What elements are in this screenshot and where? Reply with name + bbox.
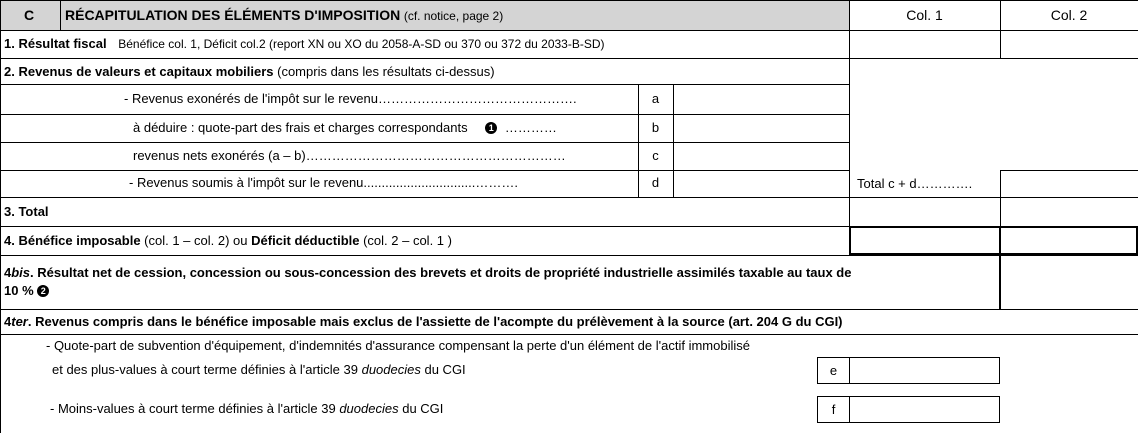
row4bis-num: 4	[4, 265, 12, 280]
row4bis-col2-field[interactable]	[1002, 256, 1138, 308]
row4bis-line2	[4, 283, 49, 299]
row-d-text: - Revenus soumis à l'impôt sur le revenu...............................……….	[129, 175, 518, 190]
row-e-line2	[52, 362, 466, 378]
row-f-field[interactable]	[849, 396, 1000, 423]
border-row4ter-title-bottom	[0, 334, 1138, 335]
row4bis-col-border	[999, 255, 1001, 309]
total-c-d-field[interactable]	[1001, 171, 1138, 196]
row2-title	[4, 64, 495, 80]
border-row4-bottom	[0, 255, 1138, 256]
section-letter: C	[24, 7, 35, 23]
row-f-letter-box	[817, 396, 850, 423]
row4-text	[4, 233, 452, 249]
row-f-b: du CGI	[398, 401, 444, 416]
footnote-2-badge: 2	[37, 285, 49, 297]
row2-desc: (compris dans les résultats ci-dessus)	[273, 64, 495, 79]
row4bis-rate: 10 %	[4, 283, 34, 298]
row-e-line1: - Quote-part de subvention d'équipement, d'indemnités d'assurance compensant la perte d'un élément de l'actif immobilisé	[46, 338, 750, 353]
total-c-d-label: Total c + d………….	[857, 176, 973, 191]
row-b-label: à déduire : quote-part des frais et charges correspondants	[133, 120, 468, 135]
row-a-text: - Revenus exonérés de l'impôt sur le revenu……………………………………….	[124, 91, 577, 106]
border-row1-bottom	[0, 58, 1138, 59]
row-c-field[interactable]	[674, 143, 848, 169]
row-b-dots: …………	[504, 120, 557, 135]
row4bis-text: . Résultat net de cession, concession ou sous-concession des brevets et droits de propriété industrielle assimilés taxable au taux de	[30, 265, 852, 280]
row-e-letter-box	[817, 357, 850, 384]
row-f-a: - Moins-values à court terme définies à l'article 39	[50, 401, 340, 416]
row-e-field[interactable]	[849, 357, 1000, 384]
deficit-result-box[interactable]	[849, 226, 1138, 255]
row-e-line2-b: du CGI	[420, 362, 466, 377]
row4ter-title	[4, 314, 843, 330]
row-b-field[interactable]	[674, 115, 848, 141]
row-b-letter: b	[651, 120, 660, 135]
row4ter-label: . Revenus compris dans le bénéfice imposable mais exclus de l'assiette de l'acompte du prélèvement à la source (art. 204 G du CGI)	[27, 314, 843, 329]
row-c-letter: c	[652, 148, 659, 163]
row-a-letter: a	[651, 91, 660, 106]
row1-text	[4, 36, 605, 52]
row3-col1-field[interactable]	[850, 198, 999, 225]
border-left	[0, 0, 1, 433]
row-f-letter: f	[831, 402, 836, 417]
row-e-line2-i: duodecies	[361, 362, 421, 377]
border-header-c-sep	[60, 0, 61, 30]
row1-col2-field[interactable]	[1001, 31, 1138, 57]
row-a-field[interactable]	[674, 85, 848, 113]
row-f-i: duodecies	[339, 401, 399, 416]
footnote-1-badge: 1	[485, 122, 497, 134]
row4bis-suffix: bis	[11, 265, 31, 280]
title-note: (cf. notice, page 2)	[403, 9, 504, 23]
row3-label: 3. Total	[4, 204, 49, 219]
row-c-text: revenus nets exonérés (a – b)……………………………………………………	[133, 148, 566, 163]
row1-label: 1. Résultat fiscal	[4, 36, 107, 51]
row-f-text	[50, 401, 443, 417]
row-d-field[interactable]	[674, 171, 848, 196]
title-text: RÉCAPITULATION DES ÉLÉMENTS D'IMPOSITION	[65, 7, 401, 23]
row4ter-num: 4	[4, 314, 12, 329]
row-e-line2-a: et des plus-values à court terme définies à l'article 39	[52, 362, 362, 377]
row4-label-b1: 4. Bénéfice imposable	[4, 233, 141, 248]
col2-header: Col. 2	[1050, 7, 1088, 23]
border-top	[0, 0, 1138, 1]
row-d-letter: d	[651, 175, 660, 190]
row1-desc: Bénéfice col. 1, Déficit col.2 (report XN ou XO du 2058-A-SD ou 370 ou 372 du 2033-B-SD)	[118, 37, 605, 51]
row3-col2-field[interactable]	[1001, 198, 1138, 225]
row-b-text	[133, 120, 557, 136]
row4-label-n1: (col. 1 – col. 2) ou	[140, 233, 252, 248]
row4-label-b2: Déficit déductible	[251, 233, 360, 248]
row4ter-suffix: ter	[11, 314, 28, 329]
page-title	[65, 7, 503, 24]
row4-label-n2: (col. 2 – col. 1 )	[359, 233, 452, 248]
row1-col1-field[interactable]	[850, 31, 999, 57]
row-e-letter: e	[829, 363, 838, 378]
deficit-result-divider	[999, 226, 1001, 255]
row2-label: 2. Revenus de valeurs et capitaux mobiliers	[4, 64, 274, 79]
col1-header: Col. 1	[906, 7, 943, 23]
row4bis-line1	[4, 265, 851, 281]
border-row4bis-bottom	[0, 309, 1138, 310]
